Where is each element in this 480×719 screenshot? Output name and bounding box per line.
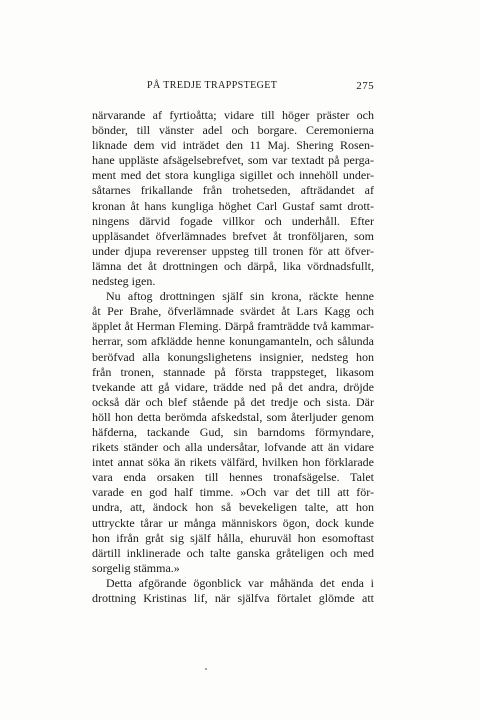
text-line: hane uppläste afsägelsebrefvet, som var textadt på perga- (92, 153, 374, 168)
text-line: bönder, till vänster adel och borgare. Ceremonierna (92, 123, 374, 138)
print-speck (205, 668, 207, 670)
text-line: herrar, som afklädde henne konungamanteln, och sålunda (92, 334, 374, 349)
text-line: tvekande att gå vidare, trädde ned på det andra, dröjde (92, 379, 374, 394)
text-line: äpplet åt Herman Fleming. Därpå framträdde två kammar- (92, 319, 374, 334)
page-number: 275 (356, 80, 374, 92)
text-line: kronan åt hans kungliga höghet Carl Gustaf samt drott- (92, 198, 374, 213)
text-line: hon ifrån gråt sig själf hålla, ehuruväl hon esomoftast (92, 530, 374, 545)
text-line: därtill inklinerade och talte ganska gråteligen och med (92, 545, 374, 560)
text-line: också där och blef stående på det tredje och sista. Där (92, 394, 374, 409)
text-line: Nu aftog drottningen själf sin krona, räckte henne (106, 289, 374, 304)
text-line: uttryckte tårar ur många människors ögon, dock kunde (92, 515, 374, 530)
text-line: under djupa reverenser uppsteg till tronen för att öfver- (92, 243, 374, 258)
text-line: beröfvad alla konungslighetens insignier, nedsteg hon (92, 349, 374, 364)
text-line: vara enda orsaken till hennes tronafsägelse. Talet (92, 470, 374, 485)
text-line: från tronen, stannade på första trappsteget, likasom (92, 364, 374, 379)
text-line: åt Per Brahe, öfverlämnade svärdet åt Lars Kagg och (92, 304, 374, 319)
text-line: sorgelig stämma.» (92, 560, 180, 575)
text-line: häfderna, tackande Gud, sin barndoms förmyndare, (92, 424, 374, 439)
body-text (92, 108, 374, 606)
text-line: höll hon detta berömda afskedstal, som återljuder genom (92, 409, 374, 424)
text-line: ningens därvid fogade villkor och underhåll. Efter (92, 213, 374, 228)
text-line: nedsteg igen. (92, 274, 156, 289)
text-line: uppläsandet öfverlämnades brefvet åt tronföljaren, som (92, 228, 374, 243)
text-line: Detta afgörande ögonblick var måhända det enda i (106, 575, 374, 590)
text-line: såtarnes frikallande från trohetseden, afträdandet af (92, 183, 374, 198)
text-line: varade en god half timme. »Och var det till att för- (92, 485, 374, 500)
text-line: drottning Kristinas lif, när själfva förtalet glömde att (92, 591, 374, 605)
running-header (92, 80, 374, 94)
running-title: PÅ TREDJE TRAPPSTEGET (147, 80, 278, 91)
text-line: rikets ständer och alla undersåtar, lofvande att än vidare (92, 440, 374, 455)
text-line: intet annat söka än rikets välfärd, hvilken hon förklarade (92, 455, 374, 470)
text-line: ment med det stora kungliga sigillet och innehöll under- (92, 168, 374, 183)
text-line: liknade dem vid inträdet den 11 Maj. Shering Rosen- (92, 138, 374, 153)
text-line: lämna det åt drottningen och därpå, lika vördnadsfullt, (92, 258, 374, 273)
text-line: närvarande af fyrtioåtta; vidare till höger präster och (92, 108, 374, 122)
text-line: undra, att, ändock hon så bevekeligen talte, att hon (92, 500, 374, 515)
